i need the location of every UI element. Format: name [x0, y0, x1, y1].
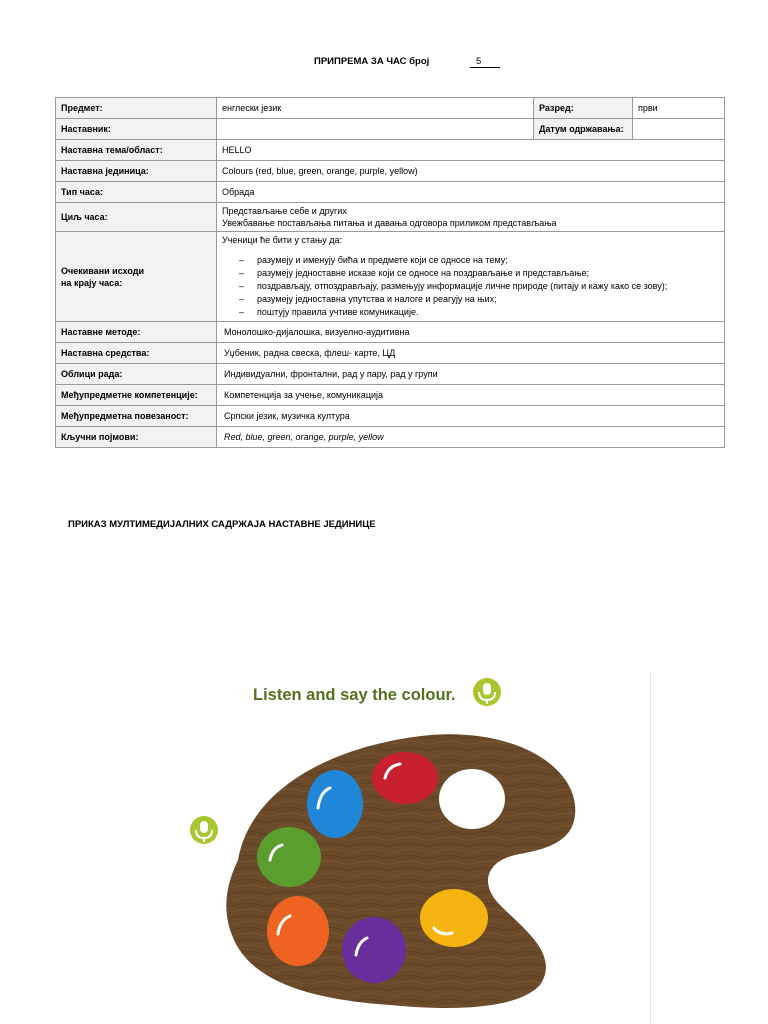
- teacher-value: [217, 119, 534, 140]
- keywords-label: Кључни појмови:: [56, 427, 217, 448]
- table-row: [56, 98, 725, 119]
- correlation-value: Српски језик, музичка култура: [217, 406, 725, 427]
- correlation-label: Међупредметна повезаност:: [56, 406, 217, 427]
- goal-line: Представљање себе и других: [222, 206, 347, 216]
- outcomes-value: [217, 232, 725, 322]
- grade-value: први: [633, 98, 725, 119]
- paint-blue[interactable]: [307, 770, 363, 838]
- microphone-icon[interactable]: [190, 816, 218, 844]
- lesson-number: 5: [470, 56, 500, 68]
- outcomes-label-line: Очекивани исходи: [61, 265, 144, 276]
- topic-label: Наставна тема/област:: [56, 140, 217, 161]
- table-row: [56, 343, 725, 364]
- table-row: [56, 322, 725, 343]
- microphone-icon[interactable]: [473, 678, 501, 706]
- lesson-plan-table: [55, 97, 725, 448]
- table-row: [56, 203, 725, 232]
- goal-line: Увежбавање постављања питања и давања одговора приликом представљања: [222, 218, 557, 228]
- paint-green[interactable]: [257, 827, 321, 887]
- outcomes-label-line: на крају часа:: [61, 277, 123, 288]
- paint-red[interactable]: [372, 752, 438, 804]
- forms-value: Индивидуални, фронтални, рад у пару, рад у групи: [217, 364, 725, 385]
- date-label: Датум одржавања:: [534, 119, 633, 140]
- type-label: Тип часа:: [56, 182, 217, 203]
- grade-label: Разред:: [534, 98, 633, 119]
- outcomes-label: [56, 232, 217, 322]
- goal-value: [217, 203, 725, 232]
- table-row: [56, 364, 725, 385]
- resources-label: Наставна средства:: [56, 343, 217, 364]
- table-row: [56, 406, 725, 427]
- instruction-heading: Listen and say the colour.: [253, 686, 456, 704]
- methods-label: Наставне методе:: [56, 322, 217, 343]
- methods-value: Монолошко-дијалошка, визуелно-аудитивна: [217, 322, 725, 343]
- subject-label: Предмет:: [56, 98, 217, 119]
- teacher-label: Наставник:: [56, 119, 217, 140]
- keywords-value: Red, blue, green, orange, purple, yellow: [217, 427, 725, 448]
- unit-value: Colours (red, blue, green, orange, purple, yellow): [217, 161, 725, 182]
- table-row: [56, 140, 725, 161]
- table-row: [56, 119, 725, 140]
- list-item: – поштују правила учтиве комуникације.: [222, 306, 719, 319]
- table-row: [56, 232, 725, 322]
- resources-value: Уџбеник, радна свеска, флеш- карте, ЦД: [217, 343, 725, 364]
- paint-purple[interactable]: [342, 917, 406, 983]
- multimedia-section-title: ПРИКАЗ МУЛТИМЕДИЈАЛНИХ САДРЖАЈА НАСТАВНЕ ЈЕДИНИЦЕ: [68, 519, 376, 530]
- competences-value: Компетенција за учење, комуникација: [217, 385, 725, 406]
- table-row: [56, 385, 725, 406]
- list-item: – разумеју једноставне исказе који се односе на поздрављање и представљање;: [222, 267, 719, 280]
- outcomes-list: [222, 254, 719, 319]
- table-row: [56, 182, 725, 203]
- subject-value: енглески језик: [217, 98, 534, 119]
- topic-value: HELLO: [217, 140, 725, 161]
- table-row: [56, 161, 725, 182]
- page-title: ПРИПРЕМА ЗА ЧАС број: [314, 56, 430, 67]
- list-item: – разумеју једноставна упутства и налоге и реагују на њих;: [222, 293, 719, 306]
- paint-white[interactable]: [439, 769, 505, 829]
- forms-label: Облици рада:: [56, 364, 217, 385]
- table-row: [56, 427, 725, 448]
- paint-orange[interactable]: [267, 896, 329, 966]
- unit-label: Наставна јединица:: [56, 161, 217, 182]
- type-value: Обрада: [217, 182, 725, 203]
- paint-yellow[interactable]: [420, 889, 488, 947]
- outcomes-lead: Ученици ће бити у стању да:: [222, 235, 343, 245]
- list-item: – поздрављају, отпоздрављају, размењују информације личне природе (питају и кажу како се зову);: [222, 280, 719, 293]
- competences-label: Међупредметне компетенције:: [56, 385, 217, 406]
- palette-illustration: [0, 640, 768, 1024]
- goal-label: Циљ часа:: [56, 203, 217, 232]
- date-value: [633, 119, 725, 140]
- list-item: – разумеју и именују бића и предмете који се односе на тему;: [222, 254, 719, 267]
